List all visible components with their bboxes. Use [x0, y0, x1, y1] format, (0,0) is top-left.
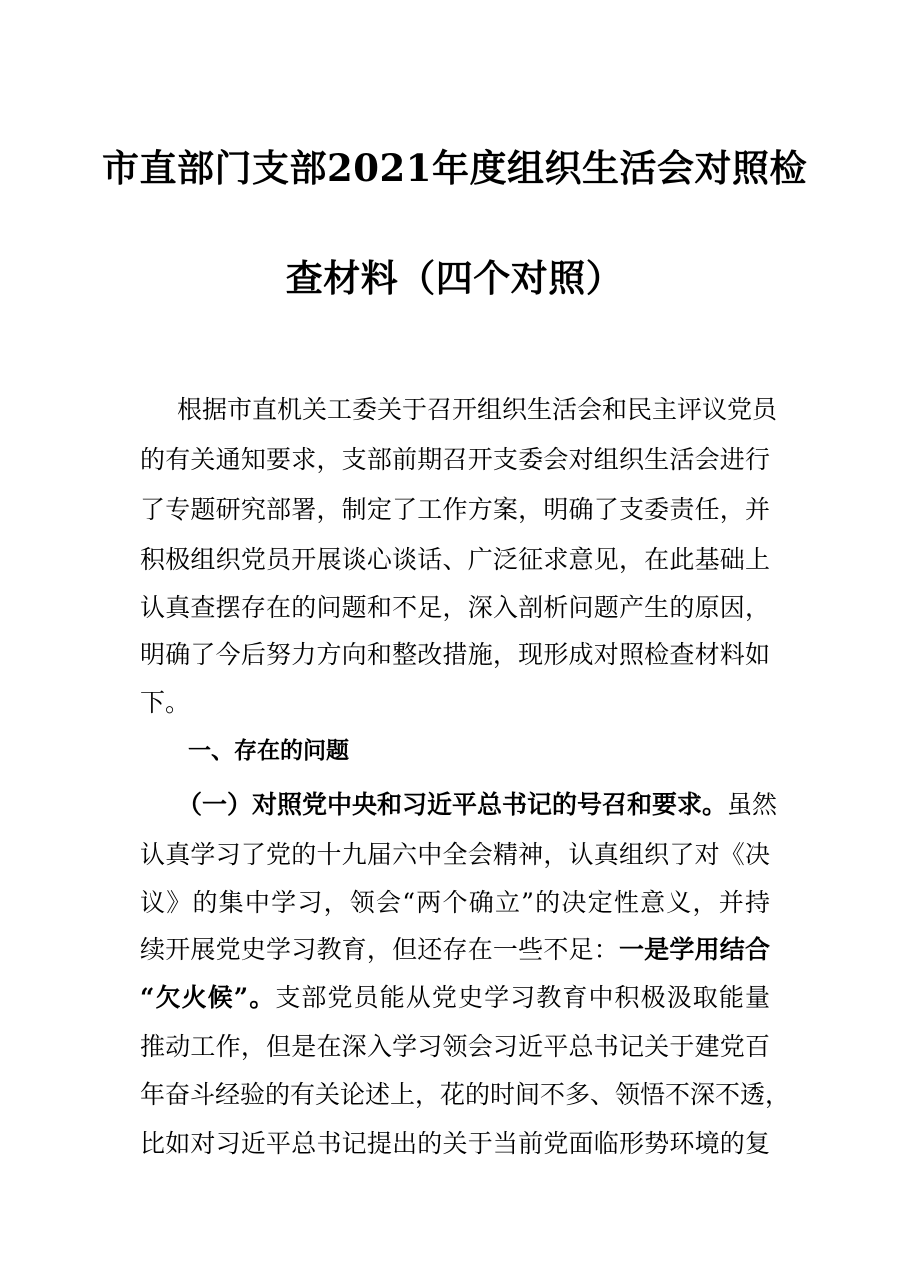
subsection-line: [140, 933, 770, 967]
subsection-line: 推动工作，但是在深入学习领会习近平总书记关于建党百: [140, 1032, 770, 1061]
subsection-heading: （一）对照党中央和习近平总书记的号召和要求。: [177, 790, 728, 819]
intro-paragraph-line: 明确了今后努力方向和整改措施，现形成对照检查材料如: [140, 640, 770, 669]
intro-paragraph-line: 积极组织党员开展谈心谈话、广泛征求意见，在此基础上: [140, 545, 770, 574]
document-title-line-2: 查材料（四个对照）: [285, 256, 624, 300]
intro-paragraph-line: 根据市直机关工委关于召开组织生活会和民主评议党员: [177, 395, 778, 424]
subsection-line: [140, 981, 770, 1015]
document-title-line-1: 市直部门支部2021年度组织生活会对照检: [102, 146, 807, 190]
emphasis-text: 一是学用结合: [618, 935, 770, 964]
section-heading: 一、存在的问题: [188, 738, 349, 764]
subsection-text: 虽然: [727, 790, 778, 819]
subsection-first-line: [177, 788, 778, 822]
subsection-line: 议》的集中学习，领会“两个确立”的决定性意义，并持: [140, 888, 770, 917]
subsection-line: 年奋斗经验的有关论述上，花的时间不多、领悟不深不透，: [140, 1080, 791, 1109]
intro-paragraph-line: 了专题研究部署，制定了工作方案，明确了支委责任，并: [140, 495, 770, 524]
subsection-text: 续开展党史学习教育，但还存在一些不足：: [140, 935, 619, 964]
emphasis-text: “欠火候”。: [140, 983, 276, 1012]
intro-paragraph-line: 认真查摆存在的问题和不足，深入剖析问题产生的原因，: [140, 593, 770, 622]
subsection-line: 比如对习近平总书记提出的关于当前党面临形势环境的复: [140, 1129, 770, 1158]
intro-paragraph-line: 的有关通知要求，支部前期召开支委会对组织生活会进行: [140, 445, 770, 474]
subsection-line: 认真学习了党的十九届六中全会精神，认真组织了对《决: [140, 840, 770, 869]
subsection-text: 支部党员能从党史学习教育中积极汲取能量: [275, 983, 770, 1012]
intro-paragraph-line: 下。: [140, 688, 191, 717]
